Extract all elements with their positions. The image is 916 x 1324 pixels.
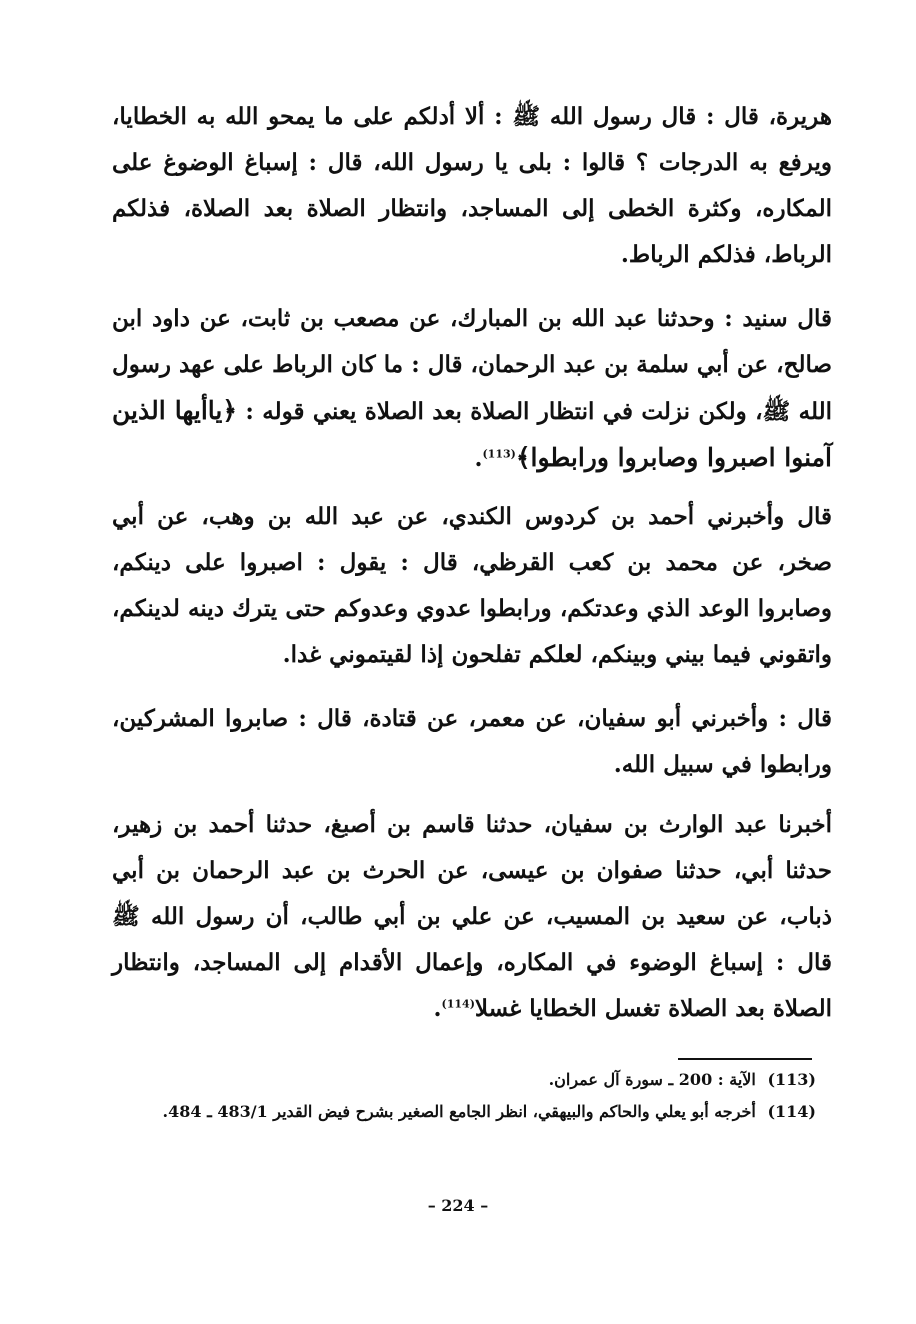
paragraph-2	[112, 296, 832, 482]
footnotes	[112, 1064, 816, 1128]
page-number: – 224 –	[427, 1196, 489, 1215]
footnote-113-number: (113)	[767, 1070, 816, 1089]
paragraph-5	[112, 802, 832, 1032]
paragraph-4	[112, 696, 832, 788]
footnote-113	[112, 1064, 816, 1096]
footnote-ref-113: (113)	[482, 447, 516, 461]
paragraph-4-text: قال : وأخبرني أبو سفيان، عن معمر، عن قتادة، قال : صابروا المشركين، ورابطوا في سبيل الله.	[112, 705, 832, 778]
footnote-114-number: (114)	[767, 1102, 816, 1121]
paragraph-2-end: .	[474, 445, 483, 472]
paragraph-2-text: قال سنيد : وحدثنا عبد الله بن المبارك، عن مصعب بن ثابت، عن داود ابن صالح، عن أبي سلمة بن عبد الرحمان، قال : ما كان الرباط على عهد رسول الله ﷺ، ولكن نزلت في انتظار الصلاة بعد الصلاة يعني قوله :	[112, 305, 832, 425]
quran-verse: ﴿ياأيها الذين آمنوا اصبروا وصابروا ورابطوا﴾	[112, 396, 832, 472]
footnote-114	[112, 1096, 816, 1128]
paragraph-3	[112, 494, 832, 678]
paragraph-1-text: هريرة، قال : قال رسول الله ﷺ : ألا أدلكم على ما يمحو الله به الخطايا، ويرفع به الدرجات ؟ قالوا : بلى يا رسول الله، قال : إسباغ الوضوغ على المكاره، وكثرة الخطى إلى المساجد، وانتظار الصلاة بعد الصلاة، فذلكم الرباط، فذلكم الرباط.	[112, 103, 832, 268]
footnote-divider	[678, 1058, 812, 1060]
paragraph-5-text: أخبرنا عبد الوارث بن سفيان، حدثنا قاسم بن أصبغ، حدثنا أحمد بن زهير، حدثنا أبي، حدثنا صفوان بن عيسى، عن الحرث بن عبد الرحمان بن أبي ذباب، عن سعيد بن المسيب، عن علي بن أبي طالب، أن رسول الله ﷺ قال : إسباغ الوضوء في المكاره، وإعمال الأقدام إلى المساجد، وانتظار الصلاة بعد الصلاة تغسل الخطايا غسلا	[112, 811, 832, 1022]
footnote-ref-114: (114)	[441, 997, 475, 1011]
paragraph-1	[112, 94, 832, 278]
paragraph-5-end: .	[433, 995, 442, 1022]
paragraph-3-text: قال وأخبرني أحمد بن كردوس الكندي، عن عبد الله بن وهب، عن أبي صخر، عن محمد بن كعب القرظي، قال : يقول : اصبروا على دينكم، وصابروا الوعد الذي وعدتكم، ورابطوا عدوي وعدوكم حتى يترك دينه لدينكم، واتقوني فيما بيني وبينكم، لعلكم تفلحون إذا لقيتموني غدا.	[112, 503, 832, 668]
footnote-113-text: الآية : 200 ـ سورة آل عمران.	[548, 1070, 756, 1089]
footnote-114-text: أخرجه أبو يعلي والحاكم والبيهقي، انظر الجامع الصغير بشرح فيض القدير 483/1 ـ 484.	[162, 1102, 756, 1121]
